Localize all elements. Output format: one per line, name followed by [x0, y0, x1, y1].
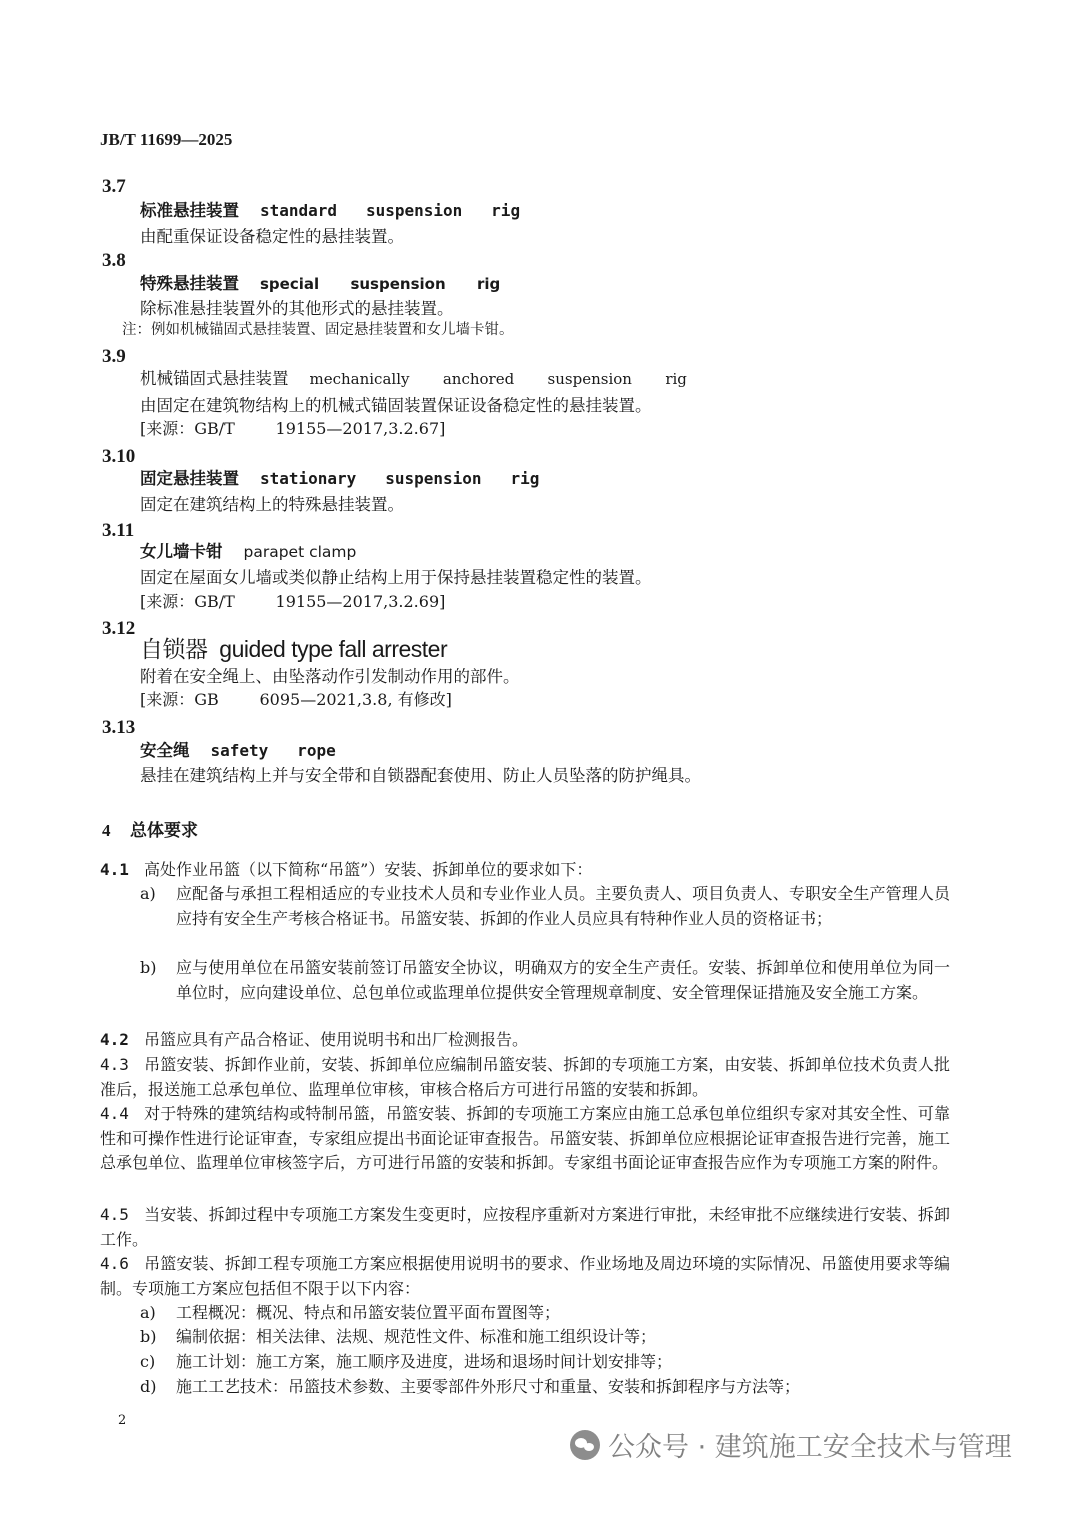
term-definition: 固定在建筑结构上的特殊悬挂装置。 [140, 495, 404, 514]
term-cn: 固定悬挂装置 [140, 469, 239, 488]
clause-4-4 [100, 1102, 950, 1176]
list-text: 施工工艺技术：吊篮技术参数、主要零部件外形尺寸和重量、安装和拆卸程序与方法等； [176, 1377, 801, 1396]
term-number: 3.8 [102, 250, 126, 271]
section-number: 4 [102, 821, 111, 840]
list-label: d) [140, 1377, 157, 1396]
clause-text: 当安装、拆卸过程中专项施工方案发生变更时，应按程序重新对方案进行审批，未经审批不应继续进行安装、拆卸工作。 [100, 1205, 950, 1249]
watermark [570, 1425, 1012, 1464]
term-definition: 由配重保证设备稳定性的悬挂装置。 [140, 227, 404, 246]
term-number: 3.12 [102, 618, 136, 639]
term-cn: 特殊悬挂装置 [140, 274, 239, 293]
term-definition: 除标准悬挂装置外的其他形式的悬挂装置。 [140, 299, 454, 318]
term-number: 3.7 [102, 176, 126, 197]
clause-text: 高处作业吊篮（以下简称“吊篮”）安装、拆卸单位的要求如下： [144, 860, 593, 879]
clause-text: 吊篮安装、拆卸作业前，安装、拆卸单位应编制吊篮安装、拆卸的专项施工方案，由安装、拆卸单位技术负责人批准后，报送施工总承包单位、监理单位审核，审核合格后方可进行吊篮的安装和拆卸。 [100, 1055, 950, 1099]
list-label: b) [140, 958, 157, 977]
term-note: 注：例如机械锚固式悬挂装置、固定悬挂装置和女儿墙卡钳。 [122, 322, 514, 338]
list-label: a) [140, 884, 156, 903]
term-source: [来源：GB/T 19155—2017,3.2.69] [140, 592, 446, 611]
term-en: mechanically anchored suspension rig [309, 370, 687, 388]
section-title: 总体要求 [130, 821, 198, 841]
term-cn: 机械锚固式悬挂装置 [140, 369, 289, 388]
list-item [140, 1375, 950, 1400]
page-number: 2 [118, 1413, 127, 1428]
clause-text: 吊篮应具有产品合格证、使用说明书和出厂检测报告。 [144, 1030, 529, 1049]
clause-4-5 [100, 1203, 950, 1252]
term-title [140, 638, 447, 661]
term-en: stationary suspension rig [259, 469, 540, 488]
term-cn: 安全绳 [140, 741, 190, 760]
list-text: 应与使用单位在吊篮安装前签订吊篮安全协议，明确双方的安全生产责任。安装、拆卸单位和使用单位为同一单位时，应向建设单位、总包单位或监理单位提供安全管理规章制度、安全管理保证措施及安全施工方案。 [176, 958, 950, 1002]
list-label: b) [140, 1327, 157, 1346]
list-text: 应配备与承担工程相适应的专业技术人员和专业作业人员。主要负责人、项目负责人、专职安全生产管理人员应持有安全生产考核合格证书。吊篮安装、拆卸的作业人员应具有特种作业人员的资格证书； [176, 884, 950, 928]
term-en: special suspension rig [259, 275, 501, 293]
clause-text: 对于特殊的建筑结构或特制吊篮，吊篮安装、拆卸的专项施工方案应由施工总承包单位组织专家对其安全性、可靠性和可操作性进行论证审查，专家组应提出书面论证审查报告。吊篮安装、拆卸单位应根据论证审查报告进行完善，施工总承包单位、监理单位审核签字后，方可进行吊篮的安装和拆卸。专家组书面论证审查报告应作为专项施工方案的附件。 [100, 1104, 950, 1172]
clause-4-2 [100, 1028, 950, 1053]
term-number: 3.9 [102, 346, 126, 367]
term-title [140, 471, 539, 488]
term-number: 3.11 [102, 520, 135, 541]
list-item [140, 882, 950, 931]
term-title [140, 544, 356, 561]
term-cn: 自锁器 [140, 636, 208, 662]
clause-number: 4.3 [100, 1055, 129, 1074]
term-definition: 附着在安全绳上、由坠落动作引发制动作用的部件。 [140, 667, 520, 686]
term-title [140, 743, 336, 760]
term-definition: 悬挂在建筑结构上并与安全带和自锁器配套使用、防止人员坠落的防护绳具。 [140, 766, 701, 785]
term-cn: 标准悬挂装置 [140, 201, 239, 220]
list-label: c) [140, 1352, 156, 1371]
list-item [140, 956, 950, 1005]
list-item [140, 1350, 950, 1375]
clause-text: 吊篮安装、拆卸工程专项施工方案应根据使用说明书的要求、作业场地及周边环境的实际情况、吊篮使用要求等编制。专项施工方案应包括但不限于以下内容： [100, 1254, 950, 1298]
term-en: parapet clamp [243, 543, 357, 561]
term-cn: 女儿墙卡钳 [140, 542, 223, 561]
clause-number: 4.1 [100, 860, 129, 879]
list-item [140, 1301, 950, 1326]
term-definition: 由固定在建筑物结构上的机械式锚固装置保证设备稳定性的悬挂装置。 [140, 396, 652, 415]
term-source: [来源：GB/T 19155—2017,3.2.67] [140, 419, 446, 438]
section-heading [102, 816, 198, 841]
term-title [140, 276, 500, 293]
clause-number: 4.4 [100, 1104, 129, 1123]
term-title [140, 371, 687, 388]
term-source: [来源：GB 6095—2021,3.8, 有修改] [140, 690, 452, 709]
term-number: 3.13 [102, 717, 136, 738]
list-label: a) [140, 1303, 156, 1322]
clause-4-1 [100, 858, 950, 883]
list-text: 施工计划：施工方案，施工顺序及进度，进场和退场时间计划安排等； [176, 1352, 673, 1371]
clause-4-3 [100, 1053, 950, 1102]
clause-4-6 [100, 1252, 950, 1301]
term-definition: 固定在屋面女儿墙或类似静止结构上用于保持悬挂装置稳定性的装置。 [140, 568, 652, 587]
list-item [140, 1325, 950, 1350]
clause-number: 4.5 [100, 1205, 129, 1224]
term-number: 3.10 [102, 446, 136, 467]
term-en: guided type fall arrester [219, 636, 448, 662]
term-en: standard suspension rig [259, 201, 521, 220]
term-en: safety rope [210, 741, 336, 760]
wechat-icon [570, 1430, 600, 1460]
standard-code: JB/T 11699—2025 [100, 130, 233, 149]
watermark-text: 公众号 · 建筑施工安全技术与管理 [608, 1432, 1012, 1463]
clause-number: 4.2 [100, 1030, 129, 1049]
list-text: 编制依据：相关法律、法规、规范性文件、标准和施工组织设计等； [176, 1327, 657, 1346]
clause-number: 4.6 [100, 1254, 129, 1273]
term-title [140, 203, 520, 220]
list-text: 工程概况：概况、特点和吊篮安装位置平面布置图等； [176, 1303, 561, 1322]
